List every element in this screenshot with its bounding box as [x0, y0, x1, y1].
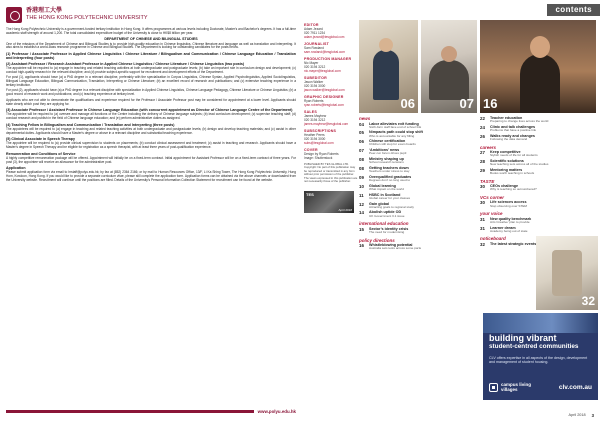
entry-description: Peer-run forum drives pupil [369, 151, 407, 156]
cover-thumbnail-date: April 2018 [338, 208, 352, 213]
post-body-paragraph: The appointees will be required to (a) engage in teaching and related teaching activities at both undergraduate and postgraduate levels; (b) design and develop teaching materials; and (c) assist in other departmental duties. Applicants should have a Master's degree or above in a relevant discipline and substantial teaching experience. [6, 126, 296, 135]
entry-page-number: 26 [480, 133, 485, 139]
photo-figure [520, 54, 560, 113]
entry-description: What impact on the world [369, 186, 404, 191]
entry-text [490, 200, 598, 208]
post-5-heading: (5) Clinical Associate in Speech Therapy [6, 137, 75, 142]
masthead-role: SUBEDITOR [304, 76, 327, 80]
cover-thumbnail-title: TES [306, 192, 314, 198]
masthead-email-link[interactable]: adam.jezard@tesglobal.com [304, 35, 345, 39]
banner-photo [483, 313, 598, 333]
contents-entry[interactable] [480, 226, 598, 234]
entry-page-number: 31 [480, 216, 485, 222]
post-4-heading: (4) Teaching Fellow in Bilingualism and Communication / Translation and Interpreting (three posts) [6, 122, 175, 127]
entry-title: Labor alleviates exit funding [369, 121, 419, 126]
entry-title: Scientific solutions [490, 158, 524, 163]
entry-title: ‘Ambitions’ news [369, 148, 400, 153]
entry-text [490, 217, 598, 225]
entry-description: Teachers under stress to stay [369, 169, 410, 174]
entry-description: UK Government 3.1 issue [369, 213, 405, 218]
entry-page-number: 24 [480, 124, 485, 130]
entry-text [369, 210, 479, 218]
entry-title: Life sciences access [490, 200, 527, 205]
section-heading: your voice [480, 211, 503, 217]
masthead-email-link[interactable]: nic.mayer@tesglobal.com [304, 69, 341, 73]
entry-text [369, 157, 479, 165]
masthead-detail: Nic Mayer [304, 61, 319, 65]
entry-title: Overqualified graduates [369, 174, 412, 179]
entry-text [369, 139, 479, 147]
entry-title: Learner dream [490, 225, 516, 230]
contents-entry[interactable] [480, 125, 598, 133]
footer-rule [6, 410, 254, 413]
section-heading: international education [359, 221, 409, 227]
entry-page-number: 14 [359, 210, 364, 216]
entry-title: New quality benchmark [490, 216, 532, 221]
masthead-email-link[interactable]: subs@tesglobal.com [304, 141, 334, 145]
banner-headline: building vibrant student-centred communities [489, 333, 579, 350]
entry-description: Stylish needs of life for all students [490, 153, 538, 158]
entry-title: The latest strategic events [490, 241, 537, 246]
department-intro: One of the missions of the Department of Chinese and Bilingual Studies is to provide high-quality education in Chinese linguistics, Chinese literature and language as well as translation and interpreting. It also aims to establish a world-class research programme in Chinese and Bilingual Studies. The Department is looking for outstanding candidates for the posts below. [6, 41, 296, 50]
clv-advert-banner[interactable] [483, 313, 598, 400]
entry-page-number: 31 [480, 225, 485, 231]
masthead-role: SALES [304, 110, 317, 114]
entry-text [369, 202, 479, 210]
feature-photo-06[interactable] [359, 20, 418, 113]
contents-entry[interactable] [480, 159, 598, 167]
entry-text [369, 166, 479, 174]
entry-page-number: 11 [359, 192, 364, 198]
page-number: 3 [591, 412, 594, 418]
photo-figure [429, 60, 469, 100]
masthead-detail: Jason Walker [304, 80, 324, 84]
page-number-label: 32 [581, 294, 595, 308]
post-1-heading: (1) Professor / Associate Professor in Applied Chinese Linguistics / Chinese Literature / Bilingualism and Communication / Chinese Language Education / Translation and Interpreting (four posts) [6, 51, 296, 61]
contents-entry[interactable] [480, 116, 598, 124]
entry-text [369, 227, 479, 235]
masthead-role: JOURNALIST [304, 42, 329, 46]
entry-page-number: 30 [480, 184, 485, 190]
contents-entry[interactable] [359, 175, 479, 183]
contents-entry[interactable] [359, 122, 479, 130]
masthead-detail: Image: Shutterstock [304, 156, 333, 160]
contents-entry[interactable] [359, 193, 479, 201]
post-body-paragraph: The appointee will be required to (a) oversee and manage all functions of the Centre including the delivery of Chinese language subjects; (b) lead curriculum development; (c) supervise teaching staff; (d) conduct research and publish in the field of Chinese language education; and (e) perform administrative duties as assigned. [6, 112, 296, 121]
entry-text [490, 184, 598, 192]
contents-entry[interactable] [480, 150, 598, 158]
entry-page-number: 16 [359, 243, 364, 248]
section-heading: TASTE [480, 178, 495, 184]
entry-title: Walks ready and changes [490, 133, 535, 138]
entry-text [490, 168, 598, 176]
photo-figure [379, 38, 393, 52]
contents-entry[interactable] [359, 139, 479, 147]
entry-description: Arts Creative’ plan to provide [490, 219, 530, 224]
contents-entry[interactable] [480, 168, 598, 176]
contents-column-middle [359, 116, 479, 252]
entry-page-number: 27 [480, 150, 485, 156]
contents-entry[interactable] [480, 200, 598, 208]
masthead-detail: Adam Jezard [304, 27, 323, 31]
masthead-role: COVER [304, 148, 318, 152]
entry-text [369, 148, 479, 156]
entry-text [490, 159, 598, 167]
contents-entry[interactable] [359, 130, 479, 138]
entry-title: Keep competitive [490, 150, 521, 155]
masthead-detail: 020 3194 3000 [304, 137, 326, 141]
post-body-paragraph: A highly competitive remuneration package will be offered. Appointment will initially be on a fixed-term contract. Initial appointment for Assistant Professor will be on a fixed-term contract of three years. For post (3), the appointee will receive an allowance for the administrative post. [6, 155, 296, 164]
post-2-heading: (2) Assistant Professor / Research Assistant Professor in Applied Chinese Linguistics / Chinese Literature / Chinese Linguistics (two posts) [6, 61, 245, 66]
entry-page-number: 22 [480, 116, 485, 121]
contents-entry[interactable] [359, 227, 479, 235]
entry-page-number: 06 [359, 139, 364, 145]
entry-text [490, 116, 598, 124]
masthead-email-link[interactable]: james.mayhew@tesglobal.com [304, 122, 349, 126]
contents-entry[interactable] [359, 202, 479, 210]
contents-entry[interactable] [359, 210, 479, 218]
logo-english-name: THE HONG KONG POLYTECHNIC UNIVERSITY [26, 15, 148, 21]
post-body-paragraph: Applicants who are not able to demonstrate the qualifications and experience required for the Professor / Associate Professor post may be considered for appointment at a lower level. Applicants should state clearly which post they are applying for. [6, 97, 296, 106]
entry-page-number: 08 [359, 165, 364, 171]
entry-page-number: 15 [359, 226, 364, 232]
post-3-heading: (3) Associate Professor / Assistant Professor in Chinese Language Education (with concurrent appointment as Director of Chinese Language Centre of the Department) [6, 108, 293, 113]
campus-living-villages-logo: campus living villages [489, 383, 531, 392]
entry-title: Whistleblowing potential [369, 243, 413, 247]
entry-description: Stop observing over STEM [490, 203, 527, 208]
entry-text [369, 184, 479, 192]
masthead-role: EDITOR [304, 23, 319, 27]
masthead-detail: 020 3194 3000 [304, 84, 326, 88]
masthead-detail: Heather Peers [304, 133, 325, 137]
feature-photo-16[interactable] [480, 20, 596, 113]
masthead-detail: Ryan Roberts [304, 99, 324, 103]
page-number-label: 06 [400, 96, 415, 111]
entry-description: Who is accountable for any filling [369, 133, 415, 138]
entry-title: HSBC in Scotland [369, 192, 401, 197]
logo-chinese-name: 香港理工大學 [26, 8, 63, 14]
contents-page [300, 0, 600, 424]
section-heading: policy directions [359, 237, 395, 243]
entry-description: Children still stop for exam boards [369, 142, 416, 147]
entry-text [369, 193, 479, 201]
banner-subtext: CLV offers expertise in all aspects of the design, development and management of student housing. [489, 356, 588, 365]
advert-intro: The Hong Kong Polytechnic University is a government-funded tertiary institution in Hong Kong. It offers programmes at various levels including Doctorate, Master's and Bachelor's degrees. It has a full-time academic staff strength of around 1,200. The total consolidated expenditure budget of the University is close to HK$8 billion per year. [6, 27, 296, 35]
contents-title: contents [547, 4, 600, 16]
masthead-column [304, 20, 358, 213]
application-body: Please submit application form via email to hrstaff@polyu.edu.hk; by fax at (852) 2364 2166; or by mail to Human Resources Office, 13/F, Li Ka Shing Tower, The Hong Kong Polytechnic University, Hung Hom, Kowloon, Hong Kong. If you would like to provide a separate curriculum vitae, please still complete the application form. Application forms can be obtained via the above channels or downloaded from the University website. Recruitment will continue until the positions are filled. Details of the University's Personal Information Collection Statement for recruitment can be found at the website. [6, 170, 296, 183]
masthead-detail: 020 7911 1234 [304, 31, 326, 35]
masthead-detail: 020 3194 3212 [304, 118, 326, 122]
entry-description: Why is teaching so outnumbered? [490, 187, 537, 192]
entry-title: Ministry shaping up [369, 157, 404, 162]
masthead-email-link[interactable]: jason.walker@tesglobal.com [304, 88, 345, 92]
advert-footer [6, 409, 296, 414]
entry-text [369, 122, 479, 130]
section-heading: news [359, 116, 371, 121]
entry-description: Problems that have a positive link [490, 128, 537, 133]
entry-text [490, 134, 598, 142]
contents-entry[interactable] [480, 184, 598, 192]
entry-page-number: 04 [359, 121, 364, 127]
contents-entry[interactable] [359, 184, 479, 192]
entry-page-number: 28 [480, 158, 485, 164]
entry-page-number: 07 [359, 148, 364, 154]
masthead-role: SUBSCRIPTIONS [304, 129, 337, 133]
entry-text [490, 150, 598, 158]
entry-title: Chinese certification [369, 139, 406, 144]
publisher-note: PUBLISHED BY TES GLOBAL LTD. Copyright: No part of this publication may be reproduced or transmitted in any form without prior permission of the publisher. The views expressed in this publication are not necessarily those of the publisher. [304, 162, 358, 184]
section-heading: VCs corner [480, 194, 505, 200]
photo-figure [441, 46, 457, 62]
contents-entry[interactable] [359, 243, 479, 251]
entry-description: Attracting goals to regional study [369, 204, 414, 209]
masthead-email-link[interactable]: sam.rowland@tesglobal.com [304, 50, 345, 54]
post-body-paragraph: The appointee will be required to (a) provide clinical supervision to students on placements; (b) conduct clinical assessment and treatment; (c) assist in teaching and research. Applicants should have a Master's degree in Speech Therapy and be eligible for registration as a speech therapist, with at least three years of post-qualification experience. [6, 141, 296, 150]
masthead-role: GRAPHIC DESIGNER [304, 95, 344, 99]
masthead-detail: Sam Rowland [304, 46, 324, 50]
contents-entry[interactable] [480, 134, 598, 142]
feature-photo-32[interactable] [536, 236, 598, 310]
clv-website-link[interactable]: clv.com.au [558, 384, 592, 391]
entry-description: Australia sets tests across some parts [369, 246, 422, 251]
entry-text [490, 125, 598, 133]
entry-page-number: 32 [480, 241, 485, 247]
remuneration-heading: Remuneration and Conditions of Service [6, 151, 76, 156]
entry-description: Global career for your classes [369, 195, 411, 200]
masthead-detail: Design by Ryan Roberts [304, 152, 339, 156]
entry-description: The need for modernising [369, 229, 405, 234]
entry-description: Degrees don’t so long used to [369, 178, 411, 183]
entry-title: Nimpacts path could stop shift [369, 130, 423, 135]
polyu-job-advert [6, 6, 296, 416]
entry-title: Mentoring matters [490, 167, 523, 172]
department-heading: DEPARTMENT OF CHINESE AND BILINGUAL STUDIES [104, 37, 198, 42]
entry-description: Books worth teaching in schools [490, 171, 535, 176]
entry-title: Getting teachers down [369, 165, 409, 170]
entry-text [369, 175, 479, 183]
entry-text [369, 130, 479, 138]
page-footer [300, 411, 600, 419]
masthead-email-link[interactable]: ryan.roberts@tesglobal.com [304, 103, 344, 107]
entry-page-number: 29 [480, 167, 485, 173]
entry-title: CEOs challenge [490, 184, 519, 189]
application-heading: Application [6, 166, 26, 171]
masthead-detail: 020 3194 3212 [304, 65, 326, 69]
entry-title: Abolish uptide OD [369, 210, 402, 215]
issue-date: April 2018 [568, 413, 586, 417]
entry-description: Following the data demand [490, 136, 528, 141]
entry-text [369, 243, 479, 251]
entry-description: New teaching sets across all of the studies [490, 162, 549, 167]
entry-page-number: 08 [359, 157, 364, 163]
entry-description: Sixth-form staff face end of school link [369, 124, 422, 129]
polyu-logo [6, 6, 296, 24]
section-heading: noticeboard [480, 236, 506, 242]
post-body-paragraph: The appointee will be required to (a) engage in teaching and related teaching activities at both undergraduate and postgraduate levels; (b) take an important role in curriculum design and development; (c) conduct high-quality research in the relevant discipline; and (d) provide subject-specific support for recruitment and development efforts of the Department. [6, 65, 296, 74]
entry-page-number: 09 [359, 174, 364, 180]
polyu-website-link[interactable]: www.polyu.edu.hk [257, 409, 296, 414]
feature-photo-07[interactable] [421, 20, 477, 113]
entry-page-number: 10 [359, 183, 364, 189]
entry-description: Preparing to change lives across the world [490, 119, 549, 124]
entry-title: Clinic and talk challenges [490, 124, 536, 129]
cover-thumbnail[interactable] [304, 191, 354, 213]
entry-text [490, 226, 598, 234]
post-body-paragraph: For post (2), applicants should have (a) a PhD degree in a relevant discipline with specialization in Applied Chinese Linguistics, Chinese Language Pedagogy, Chinese Literature or Chinese Linguistics; (b) a good record of research work and publications; and (c) teaching experience at tertiary level. [6, 88, 296, 97]
contents-header-bar [300, 4, 600, 16]
entry-description: School research tensions [369, 160, 404, 165]
photo-figure [552, 250, 582, 296]
polyu-crest-icon [6, 7, 22, 23]
contents-entry[interactable] [359, 166, 479, 174]
masthead-detail: James Mayhew [304, 114, 327, 118]
entry-title: Gain global [369, 201, 390, 206]
contents-entry[interactable] [480, 217, 598, 225]
entry-page-number: 12 [359, 201, 364, 207]
photo-figure [373, 50, 399, 100]
entry-title: Global learning [369, 183, 396, 188]
contents-entry[interactable] [359, 157, 479, 165]
masthead-role: PRODUCTION MANAGER [304, 57, 352, 61]
entry-page-number: 05 [359, 130, 364, 136]
page-number-label: 16 [483, 96, 498, 111]
clv-logo-icon [489, 383, 498, 392]
photo-figure [530, 36, 550, 58]
contents-entry[interactable] [359, 148, 479, 156]
entry-description: Academy being out of state [490, 228, 528, 233]
entry-page-number: 30 [480, 200, 485, 206]
contents-column-right [480, 116, 598, 248]
entry-title: Teacher education [490, 116, 523, 120]
entry-title: Sector’s identity crisis [369, 226, 409, 231]
page-number-label: 07 [459, 96, 474, 111]
section-heading: careers [480, 144, 497, 150]
post-body-paragraph: For post (1), applicants should have (a) a PhD degree in a relevant discipline, preferably with the specialization in Corpus Linguistics, Chinese Syntax, Applied Psycholinguistics, Applied Sociolinguistics, Bilingual Language Education, Bilingual Communication, Translation, Interpreting or Chinese Literature; (b) an excellent record of research and publications; and (c) extensive teaching experience in a tertiary institution. [6, 75, 296, 87]
